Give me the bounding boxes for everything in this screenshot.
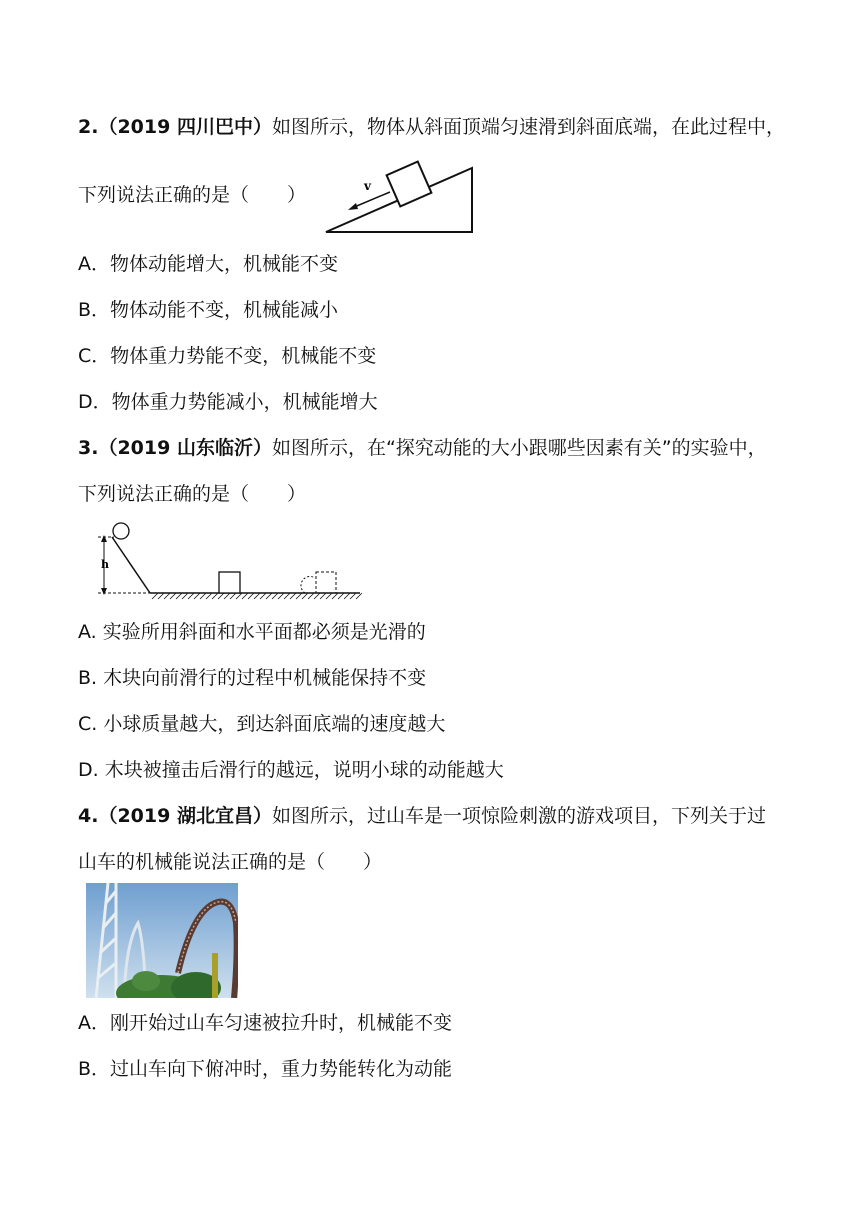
- q4-stem-line1: [78, 804, 766, 828]
- roller-coaster-photo: [86, 883, 238, 998]
- q2-option-d: D．物体重力势能减小，机械能增大: [78, 391, 378, 413]
- q3-number: 3.: [78, 437, 99, 459]
- q4-number: 4.: [78, 805, 99, 827]
- q3-stem-line1: [78, 436, 767, 460]
- ramp: [112, 537, 150, 593]
- q4-option-b: B．过山车向下俯冲时，重力势能转化为动能: [78, 1058, 453, 1080]
- q3-stem-text1: 如图所示，在“探究动能的大小跟哪些因素有关”的实验中，: [271, 437, 767, 459]
- dashed-ball: [301, 576, 315, 593]
- q4-source: （2019 湖北宜昌）: [98, 805, 272, 827]
- ground-hatching: [152, 593, 362, 599]
- ball: [113, 523, 129, 539]
- q2-stem-line1: [78, 115, 785, 139]
- q2-number: 2.: [78, 116, 99, 138]
- q3-option-a: A. 实验所用斜面和水平面都必须是光滑的: [78, 621, 426, 643]
- q3-stem-line2: 下列说法正确的是（ ）: [78, 483, 307, 505]
- q2-option-c: C．物体重力势能不变，机械能不变: [78, 345, 377, 367]
- q4-stem-text1: 如图所示，过山车是一项惊险刺激的游戏项目，下列关于过: [271, 805, 766, 827]
- velocity-label: v: [364, 179, 371, 193]
- q2-stem-text1: 如图所示，物体从斜面顶端匀速滑到斜面底端，在此过程中，: [271, 116, 785, 138]
- q2-incline-figure: [322, 150, 482, 240]
- velocity-arrowhead: [348, 203, 358, 210]
- q3-option-d: D. 木块被撞击后滑行的越远，说明小球的动能越大: [78, 759, 504, 781]
- height-label: h: [101, 558, 109, 571]
- sliding-block: [387, 162, 432, 207]
- q4-stem-line2: 山车的机械能说法正确的是（ ）: [78, 851, 383, 873]
- q3-option-c: C. 小球质量越大，到达斜面底端的速度越大: [78, 713, 446, 735]
- q3-ramp-figure: [90, 520, 370, 610]
- q4-option-a: A．刚开始过山车匀速被拉升时，机械能不变: [78, 1012, 452, 1034]
- q2-stem-line2: 下列说法正确的是（ ）: [78, 184, 307, 206]
- q2-source: （2019 四川巴中）: [98, 116, 272, 138]
- q2-option-a: A．物体动能增大，机械能不变: [78, 253, 338, 275]
- wood-block: [219, 572, 240, 593]
- q2-option-b: B．物体动能不变，机械能减小: [78, 299, 339, 321]
- dashed-block: [316, 572, 336, 593]
- q3-option-b: B. 木块向前滑行的过程中机械能保持不变: [78, 667, 427, 689]
- q3-source: （2019 山东临沂）: [98, 437, 272, 459]
